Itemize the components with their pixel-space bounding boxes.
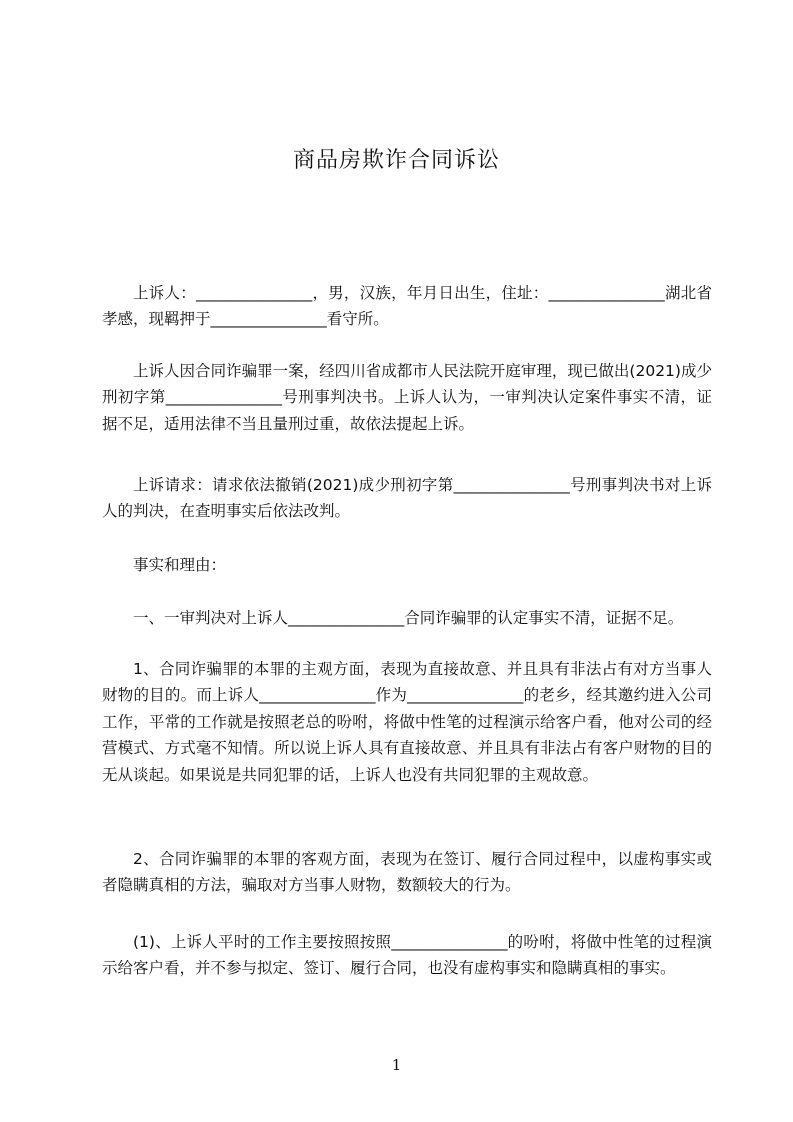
paragraph-appellant-info: 上诉人：_______________，男，汉族，年月日出生，住址：_______________湖北省孝感，现羁押于_______________看守所。 [102, 284, 712, 329]
paragraph-point-two: 2、合同诈骗罪的本罪的客观方面，表现为在签订、履行合同过程中，以虚构事实或者隐瞒真相的方法，骗取对方当事人财物，数额较大的行为。 [102, 850, 712, 895]
document-title: 商品房欺诈合同诉讼 [292, 148, 500, 173]
paragraph-case-background: 上诉人因合同诈骗罪一案，经四川省成都市人民法院开庭审理，现已做出(2021)成少刑初字第_______________号刑事判决书。上诉人认为，一审判决认定案件事实不清，证据不足，适用法律不当且量刑过重，故依法提起上诉。 [102, 362, 712, 433]
paragraph-sub-point-one: (1)、上诉人平时的工作主要按照按照_______________的吩咐，将做中性笔的过程演示给客户看，并不参与拟定、签订、履行合同，也没有虚构事实和隐瞒真相的事实。 [102, 933, 712, 978]
paragraph-facts-heading: 事实和理由： [133, 556, 227, 574]
paragraph-point-one: 1、合同诈骗罪的本罪的主观方面，表现为直接故意、并且具有非法占有对方当事人财物的目的。而上诉人_______________作为_______________的老乡，经其邀约进入公司工作，平常的工作就是按照老总的吩咐，将做中性笔的过程演示给客户看，他对公司的经营模式、方式毫不知情。所以说上诉人具有直接故意、并且具有非法占有客户财物的目的无从谈起。如果说是共同犯罪的话，上诉人也没有共同犯罪的主观故意。 [102, 660, 712, 784]
paragraph-appeal-request: 上诉请求：请求依法撤销(2021)成少刑初字第_______________号刑事判决书对上诉人的判决，在查明事实后依法改判。 [102, 476, 712, 521]
page-number: 1 [391, 1056, 402, 1074]
paragraph-section-one: 一、一审判决对上诉人_______________合同诈骗罪的认定事实不清，证据不足。 [133, 609, 684, 627]
